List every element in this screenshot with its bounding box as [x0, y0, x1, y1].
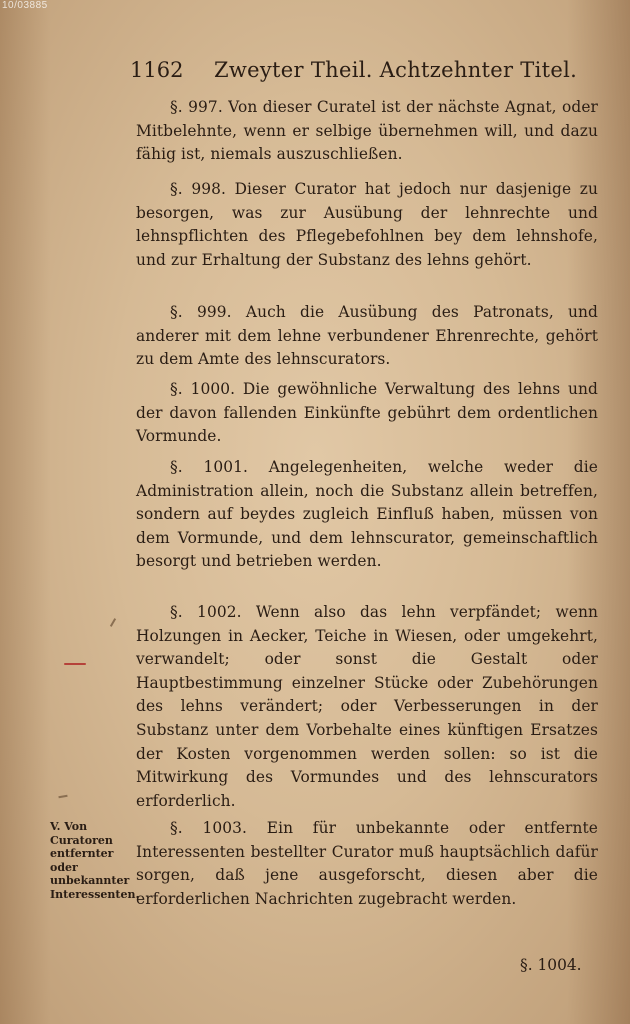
paragraph-1001: §. 1001. Angelegenheiten, welche weder die Administration allein, noch die Substanz allein betreffen, sondern auf beydes zugleich Einfluß haben, müssen von dem Vormunde, und dem lehnscurator, gemeinschaftlich besorgt und betrieben werden. — [136, 458, 598, 571]
paragraph-998: §. 998. Dieser Curator hat jedoch nur dasjenige zu besorgen, was zur Ausübung der lehnrechte und lehnspflichten des Pflegebefohlnen bey dem lehnshofe, und zur Erhaltung der Substanz des lehns gehört. — [136, 180, 598, 269]
pencil-dash-mark — [58, 795, 67, 799]
catchword: §. 1004. — [520, 956, 582, 974]
margin-note: V. Von Curatoren entfernter oder unbekannter Interessenten. — [50, 820, 140, 901]
red-margin-mark — [64, 663, 86, 665]
paragraph-999: §. 999. Auch die Ausübung des Patronats, und anderer mit dem lehne verbundener Ehrenrechte, gehört zu dem Amte des lehnscurators. — [136, 303, 598, 369]
running-title: Zweyter Theil. Achtzehnter Titel. — [214, 58, 578, 82]
page-number: 1162 — [130, 58, 184, 82]
paragraph-997: §. 997. Von dieser Curatel ist der nächste Agnat, oder Mitbelehnte, wenn er selbige übernehmen will, und dazu fähig ist, niemals auszuschließen. — [136, 98, 598, 164]
paragraph-1000: §. 1000. Die gewöhnliche Verwaltung des lehns und der davon fallenden Einkünfte gebührt dem ordentlichen Vormunde. — [136, 380, 598, 446]
paragraph-1003: §. 1003. Ein für unbekannte oder entfernte Interessenten bestellter Curator muß hauptsächlich dafür sorgen, daß jene ausgeforscht, diesen aber die erforderlichen Nachrichten zugebracht werden. — [136, 819, 598, 908]
pencil-tick-mark — [110, 618, 116, 627]
paragraph-1002: §. 1002. Wenn also das lehn verpfändet; wenn Holzungen in Aecker, Teiche in Wiesen, oder umgekehrt, verwandelt; oder sonst die Gestalt oder Hauptbestimmung einzelner Stücke oder Zubehörungen des lehns verändert; oder Verbesserungen in der Substanz unter dem Vorbehalte eines künftigen Ersatzes der Kosten vorgenommen werden sollen: so ist die Mitwirkung des Vormundes und des lehnscurators erforderlich. — [136, 603, 598, 810]
page-header — [130, 52, 578, 88]
archive-id: 10/03885 — [2, 0, 48, 11]
